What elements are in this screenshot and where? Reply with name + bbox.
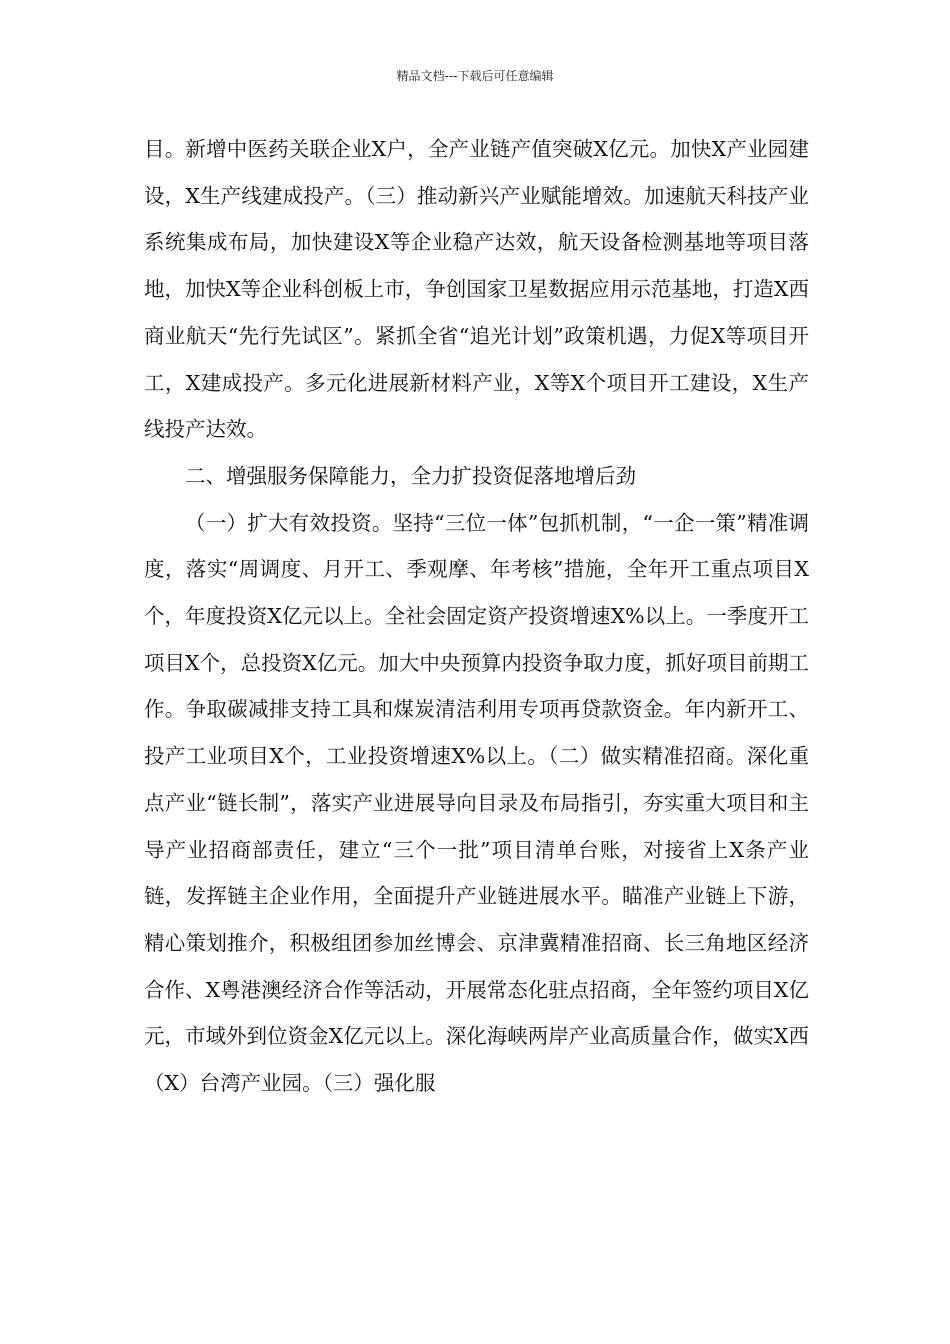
page-header: 精品文档---下载后可任意编辑 — [396, 69, 554, 83]
paragraph-investment: （一）扩大有效投资。坚持“三位一体”包抓机制，“一企一策”精准调度，落实“周调度、月开工、季观摩、年考核”措施，全年开工重点项目X个，年度投资X亿元以上。全社会固定资产投资增速X%以上。一季度开工项目X个，总投资X亿元。加大中央预算内投资争取力度，抓好项目前期工作。争取碳减排支持工具和煤炭清洁利用专项再贷款资金。年内新开工、投产工业项目X个，工业投资增速X%以上。（二）做实精准招商。深化重点产业“链长制”，落实产业进展导向目录及布局指引，夯实重大项目和主导产业招商部责任，建立“三个一批”项目清单台账，对接省上X条产业链，发挥链主企业作用，全面提升产业链进展水平。瞄准产业链上下游，精心策划推介，积极组团参加丝博会、京津冀精准招商、长三角地区经济合作、X粤港澳经济合作等活动，开展常态化驻点招商，全年签约项目X亿元，市域外到位资金X亿元以上。深化海峡两岸产业高质量合作，做实X西（X）台湾产业园。（三）强化服 — [144, 510, 809, 1096]
document-body — [144, 126, 809, 1107]
paragraph-continuation: 目。新增中医药关联企业X户，全产业链产值突破X亿元。加快X产业园建设，X生产线建成投产。（三）推动新兴产业赋能增效。加速航天科技产业系统集成布局，加快建设X等企业稳产达效，航天设备检测基地等项目落地，加快X等企业科创板上市，争创国家卫星数据应用示范基地，打造X西商业航天“先行先试区”。紧抓全省“追光计划”政策机遇，力促X等项目开工，X建成投产。多元化进展新材料产业，X等X个项目开工建设，X生产线投产达效。 — [144, 137, 809, 442]
section-heading: 二、增强服务保障能力，全力扩投资促落地增后劲 — [185, 463, 636, 488]
